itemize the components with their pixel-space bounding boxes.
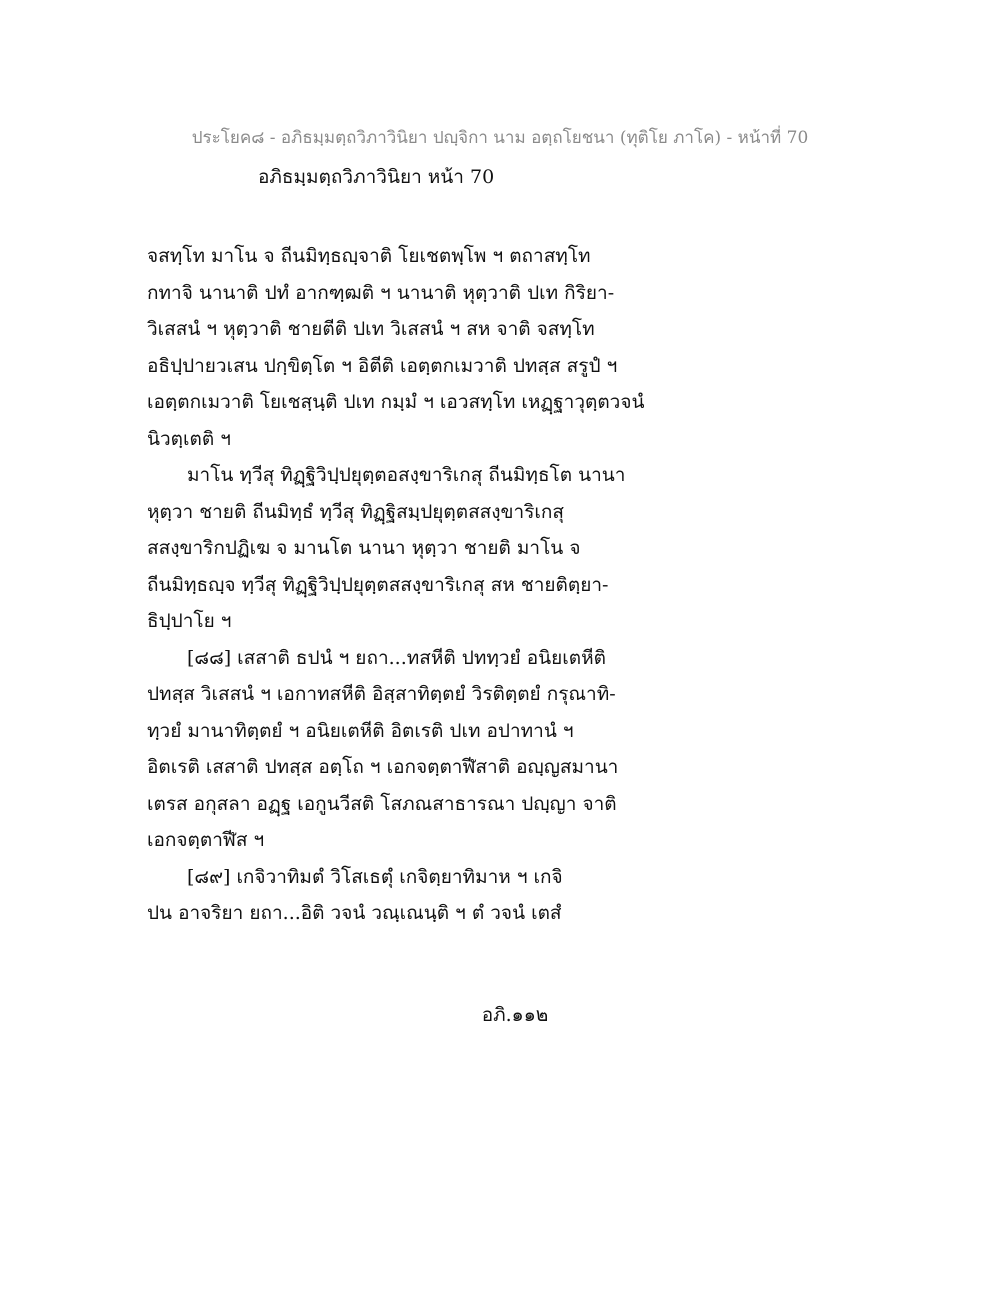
text-line: วิเสสนํ ฯ หุตฺวาติ ชายตีติ ปเท วิเสสนํ ฯ สห จาติ จสทฺโท	[147, 318, 595, 340]
text-line: เอตฺตกเมวาติ โยเชสฺนฺติ ปเท กมฺมํ ฯ เอวสทฺโท เหฏฺฐาวุตฺตวจนํ	[147, 391, 645, 413]
text-line: ถีนมิทฺธญฺจ ทฺวีสุ ทิฏฺฐิวิปฺปยุตฺตสสงฺขาริเกสุ สห ชายติตฺยา-	[147, 573, 609, 596]
text-line: ปทสฺส วิเสสนํ ฯ เอกาทสหีติ อิสฺสาทิตฺตยํ วิรติตฺตยํ กรุณาทิ-	[147, 683, 616, 705]
folio-page-marker: อภิ.๑๑๒	[481, 1004, 549, 1026]
page-title: อภิธมฺมตฺถวิภาวินิยา หน้า 70	[258, 166, 495, 188]
running-header: ประโยค๘ - อภิธมฺมตฺถวิภาวินิยา ปญฺจิกา นาม อตฺถโยชนา (ทุติโย ภาโค) - หน้าที่ 70	[191, 128, 809, 148]
text-line: อิตเรติ เสสาติ ปทสฺส อตฺโถ ฯ เอกจตฺตาฬีสาติ อญฺญสมานา	[147, 756, 619, 778]
text-line: อธิปฺปายวเสน ปกฺขิตฺโต ฯ อิตีติ เอตฺตกเมวาติ ปทสฺส สรูปํ ฯ	[147, 354, 618, 377]
text-line: [๘๘] เสสาติ ธปนํ ฯ ยถา...ทสหีติ ปททฺวยํ อนิยเตหีติ	[187, 646, 606, 669]
text-line: จสทฺโท มาโน จ ถีนมิทฺธญฺจาติ โยเชตพฺโพ ฯ ตถาสทฺโท	[147, 245, 591, 267]
text-line: ปน อาจริยา ยถา...อิติ วจนํ วณฺเณนฺติ ฯ ตํ วจนํ เตสํ	[147, 902, 562, 924]
text-line: ธิปฺปาโย ฯ	[147, 610, 232, 632]
text-line: กทาจิ นานาติ ปทํ อากฑฺฒติ ฯ นานาติ หุตฺวาติ ปเท กิริยา-	[147, 281, 615, 304]
text-line: หุตฺวา ชายติ ถีนมิทฺธํ ทฺวีสุ ทิฏฺฐิสมฺปยุตฺตสสงฺขาริเกสุ	[147, 500, 565, 523]
text-line: เอกจตฺตาฬีส ฯ	[147, 829, 265, 851]
text-line: ทฺวยํ มานาทิตฺตยํ ฯ อนิยเตหีติ อิตเรติ ปเท อปาทานํ ฯ	[147, 719, 574, 742]
text-line: เตรส อกุสลา อฏฺฐ เอกูนวีสติ โสภณสาธารณา ปญฺญา จาติ	[147, 792, 617, 815]
body-text	[147, 238, 667, 932]
text-line: [๘๙] เกจิวาทิมตํ วิโสเธตุํ เกจิตฺยาทิมาห ฯ เกจิ	[187, 865, 563, 888]
text-line: มาโน ทฺวีสุ ทิฏฺฐิวิปฺปยุตฺตอสงฺขาริเกสุ ถีนมิทฺธโต นานา	[187, 464, 626, 486]
text-line: นิวตฺเตติ ฯ	[147, 427, 231, 450]
text-line: สสงฺขาริกปฏิเฆ จ มานโต นานา หุตฺวา ชายติ มาโน จ	[147, 537, 581, 559]
